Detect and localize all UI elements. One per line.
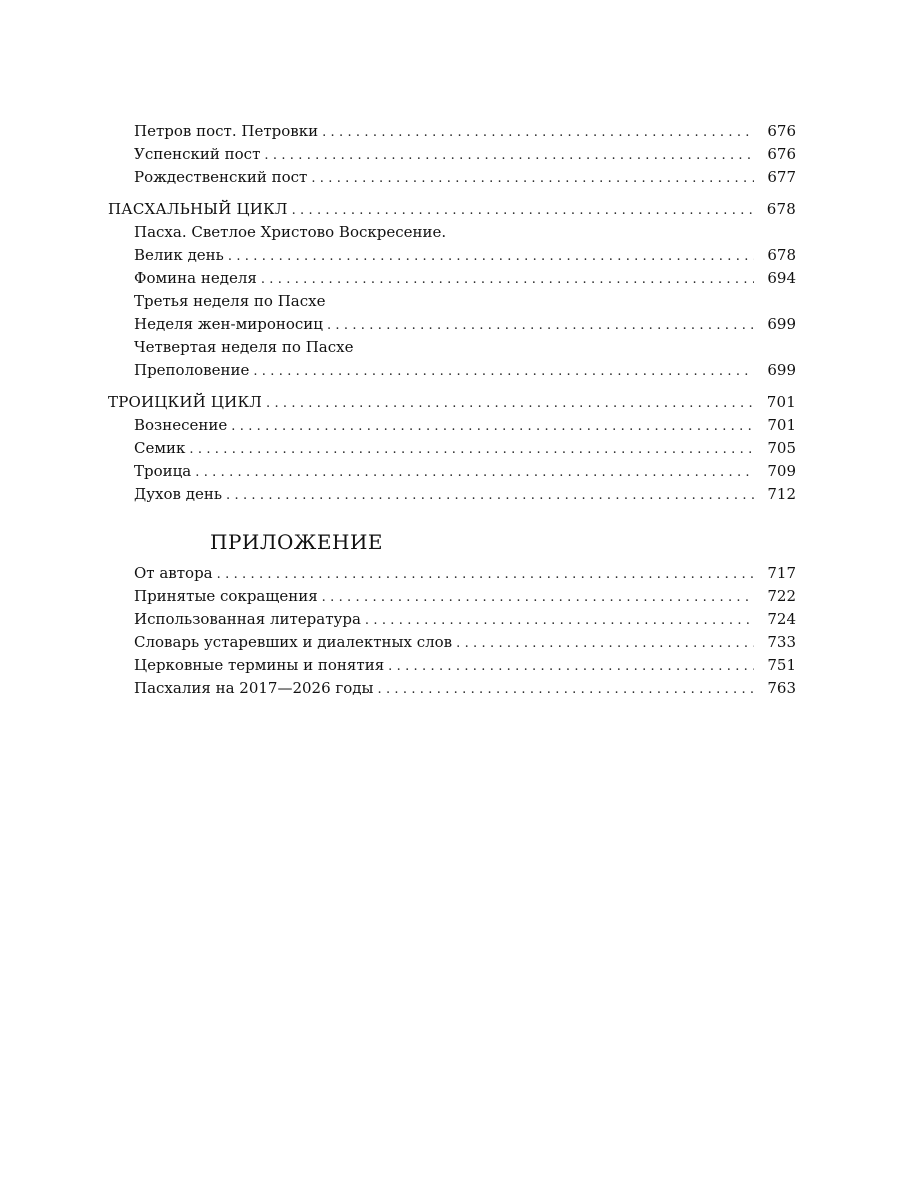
toc-entry-myrrhbearers[interactable] xyxy=(108,313,796,336)
toc-entry-page: 724 xyxy=(767,610,796,628)
toc-entry-semik[interactable] xyxy=(108,437,796,460)
toc-entry-label: От автора xyxy=(134,564,213,582)
toc-entry-label: Вознесение xyxy=(134,416,228,434)
toc-entry-page: 676 xyxy=(767,122,796,140)
toc-section-page: 678 xyxy=(766,200,796,218)
toc-entry-label: Духов день xyxy=(134,485,223,503)
dot-leader xyxy=(327,314,754,337)
toc-entry-prepolovenie[interactable] xyxy=(108,359,796,382)
toc-appendix-entry[interactable] xyxy=(108,585,796,608)
appendix-heading: ПРИЛОЖЕНИЕ xyxy=(210,530,383,554)
toc-entry-uspensky-post[interactable] xyxy=(108,143,796,166)
toc-entry-label: Фомина неделя xyxy=(134,269,257,287)
dot-leader xyxy=(388,655,754,678)
toc-entry-petrov-post[interactable] xyxy=(108,120,796,143)
dot-leader xyxy=(231,415,754,438)
toc-appendix-entry[interactable] xyxy=(108,654,796,677)
toc-section-paschal-cycle[interactable] xyxy=(108,198,796,221)
toc-appendix-entry[interactable] xyxy=(108,631,796,654)
dot-leader xyxy=(311,167,754,190)
toc-entry-page: 751 xyxy=(767,656,796,674)
toc-entry-voznesenie[interactable] xyxy=(108,414,796,437)
toc-appendix-entry[interactable] xyxy=(108,608,796,631)
toc-entry-label: Семик xyxy=(134,439,186,457)
dot-leader xyxy=(365,609,754,632)
dot-leader xyxy=(217,563,754,586)
toc-entry-label: Использованная литература xyxy=(134,610,361,628)
dot-leader xyxy=(253,360,754,383)
toc-section-page: 701 xyxy=(766,393,796,411)
toc-entry-label: Пасха. Светлое Христово Воскресение. xyxy=(134,223,447,241)
toc-entry-dukhov-den[interactable] xyxy=(108,483,796,506)
toc-entry-page: 694 xyxy=(767,269,796,287)
dot-leader xyxy=(322,586,754,609)
dot-leader xyxy=(226,484,754,507)
toc-entry-label: Рождественский пост xyxy=(134,168,308,186)
toc-appendix-entry[interactable] xyxy=(108,562,796,585)
toc-appendix-list xyxy=(108,562,796,700)
toc-entry-fomina-nedelya[interactable] xyxy=(108,267,796,290)
toc-entry-label: Преполовение xyxy=(134,361,250,379)
toc-entry-page: 733 xyxy=(767,633,796,651)
toc-entry-page: 676 xyxy=(767,145,796,163)
toc-entry-label: Четвертая неделя по Пасхе xyxy=(134,338,354,356)
toc-entry-page: 699 xyxy=(767,361,796,379)
toc-entry-label: Успенский пост xyxy=(134,145,261,163)
toc-entry-velik-den[interactable] xyxy=(108,244,796,267)
dot-leader xyxy=(377,678,754,701)
toc-entry-page: 722 xyxy=(767,587,796,605)
dot-leader xyxy=(264,144,754,167)
dot-leader xyxy=(228,245,754,268)
toc-entry-page: 709 xyxy=(767,462,796,480)
toc-entry-page: 705 xyxy=(767,439,796,457)
toc-entry-page: 677 xyxy=(767,168,796,186)
toc-entry-label: Петров пост. Петровки xyxy=(134,122,319,140)
toc-entry-label: Словарь устаревших и диалектных слов xyxy=(134,633,453,651)
toc-entry-third-week-line1[interactable] xyxy=(108,290,796,313)
toc-entry-label: Велик день xyxy=(134,246,224,264)
toc-entry-label: Неделя жен-мироносиц xyxy=(134,315,323,333)
toc-entry-page: 717 xyxy=(767,564,796,582)
dot-leader xyxy=(261,268,754,291)
toc-main-list xyxy=(108,120,796,506)
dot-leader xyxy=(266,392,754,415)
toc-entry-page: 678 xyxy=(767,246,796,264)
toc-entry-label: Третья неделя по Пасхе xyxy=(134,292,326,310)
toc-entry-troitsa[interactable] xyxy=(108,460,796,483)
toc-entry-page: 701 xyxy=(767,416,796,434)
toc-section-label: ТРОИЦКИЙ ЦИКЛ xyxy=(108,393,262,411)
toc-entry-label: Принятые сокращения xyxy=(134,587,318,605)
toc-entry-page: 699 xyxy=(767,315,796,333)
toc-entry-fourth-week-line1[interactable] xyxy=(108,336,796,359)
toc-appendix-entry[interactable] xyxy=(108,677,796,700)
dot-leader xyxy=(322,121,754,144)
dot-leader xyxy=(195,461,754,484)
toc-entry-page: 712 xyxy=(767,485,796,503)
toc-entry-label: Церковные термины и понятия xyxy=(134,656,385,674)
toc-section-trinity-cycle[interactable] xyxy=(108,391,796,414)
toc-entry-label: Пасхалия на 2017—2026 годы xyxy=(134,679,374,697)
toc-section-label: ПАСХАЛЬНЫЙ ЦИКЛ xyxy=(108,200,288,218)
toc-entry-rozhdestvensky-post[interactable] xyxy=(108,166,796,189)
dot-leader xyxy=(189,438,754,461)
toc-entry-page: 763 xyxy=(767,679,796,697)
toc-entry-label: Троица xyxy=(134,462,192,480)
dot-leader xyxy=(456,632,754,655)
dot-leader xyxy=(292,199,754,222)
toc-entry-pascha-line1[interactable] xyxy=(108,221,796,244)
